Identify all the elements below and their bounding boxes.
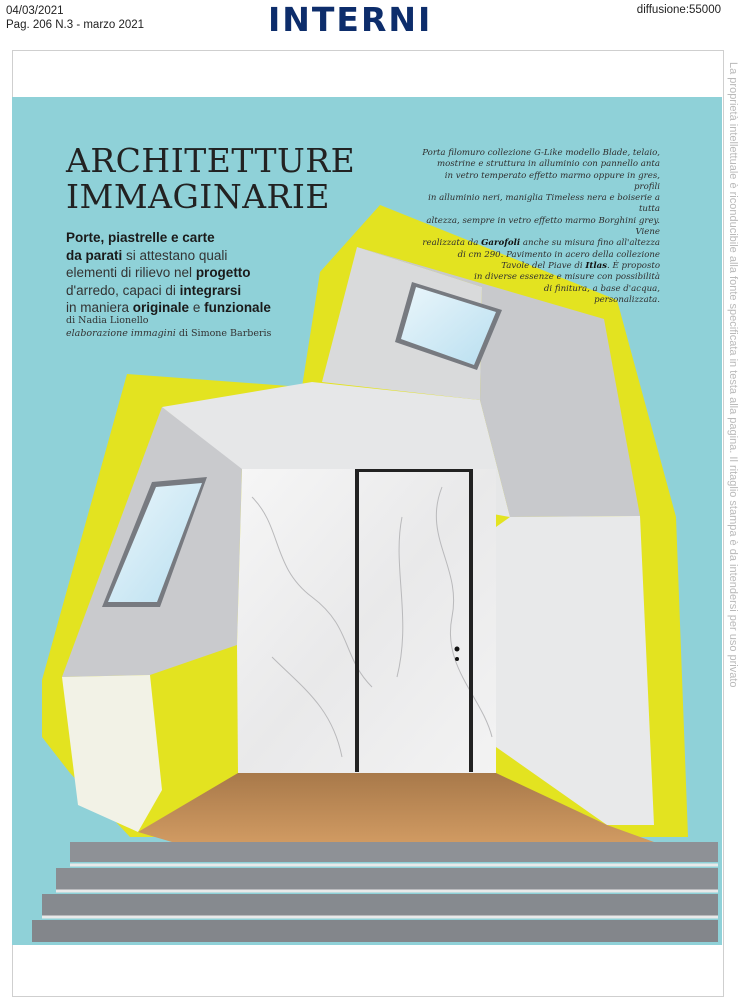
caption-line: Porta filomuro collezione G-Like modello Blade, telaio, <box>422 148 660 158</box>
caption-line: di finitura, a base d'acqua, <box>543 283 660 294</box>
title-line-1: ARCHITETTURE <box>66 141 356 180</box>
lead-bold-6: funzionale <box>204 300 271 315</box>
caption-line: personalizzata. <box>594 294 660 305</box>
door-frame-top <box>355 469 473 472</box>
header-date: 04/03/2021 <box>6 5 64 17</box>
brand-garofoli: Garofoli <box>481 238 521 249</box>
header-meta <box>6 4 144 32</box>
header-page-info: Pag. 206 N.3 - marzo 2021 <box>6 19 145 31</box>
image-caption <box>420 148 660 306</box>
lead-bold-3: progetto <box>195 265 251 280</box>
caption-line: di cm 290. Pavimento in acero della collezione <box>457 249 660 260</box>
header-diffusion: diffusione:55000 <box>636 4 721 16</box>
caption-line: realizzata da Garofoli anche su misura fino all'altezza <box>422 238 660 249</box>
caption-line: altezza, sempre in vetro effetto marmo Borghini grey. Viene <box>426 215 660 238</box>
lead-bold-4: integrarsi <box>179 282 242 298</box>
lead-text-3: d'arredo, capaci di <box>66 282 180 298</box>
byline-images <box>66 327 271 340</box>
byline-author: di Nadia Lionello <box>66 315 149 326</box>
byline-images-label: elaborazione immagini <box>66 328 176 339</box>
title-line-2: IMMAGINARIE <box>66 177 331 216</box>
door-frame-right <box>469 469 473 772</box>
lead-text-4: in maniera <box>66 300 133 315</box>
marble-back-wall <box>237 469 496 773</box>
lead-text-5: e <box>189 300 205 315</box>
caption-line: mostrine e struttura in alluminio con pannello anta <box>436 159 660 170</box>
lead-paragraph <box>66 229 306 317</box>
brand-itlas: Itlas <box>585 260 608 271</box>
caption-line: Tavole del Piave di Itlas. È proposto <box>501 260 660 271</box>
byline <box>66 314 271 340</box>
lead-bold-5: originale <box>132 300 190 315</box>
step-2 <box>56 868 718 890</box>
lead-text-2: elementi di rilievo nel <box>66 265 196 280</box>
lead-bold-2: da parati <box>66 247 123 263</box>
door-frame-left <box>355 469 359 772</box>
lead-text-1: si attestano quali <box>122 247 228 263</box>
byline-images-author: di Simone Barberis <box>175 328 272 339</box>
caption-line: in vetro temperato effetto marmo oppure in gres, profili <box>444 170 660 192</box>
article-title <box>66 143 355 215</box>
door-lock <box>455 657 459 661</box>
caption-line: in diverse essenze e misure con possibilità <box>474 272 660 283</box>
caption-line: in alluminio neri, maniglia Timeless nera e boiserie a tutta <box>428 193 660 215</box>
step-1 <box>70 842 718 862</box>
step-3 <box>42 894 718 916</box>
door-handle <box>455 647 460 652</box>
interni-logo: INTERNI <box>268 0 433 39</box>
lead-bold-1: Porte, piastrelle e carte <box>66 230 215 245</box>
copyright-side-note: La proprietà intellettuale è riconducibile alla fonte specificata in testa alla pagina. Il ritaglio stampa è da intendersi per uso privato <box>727 62 739 688</box>
step-4 <box>32 920 718 942</box>
